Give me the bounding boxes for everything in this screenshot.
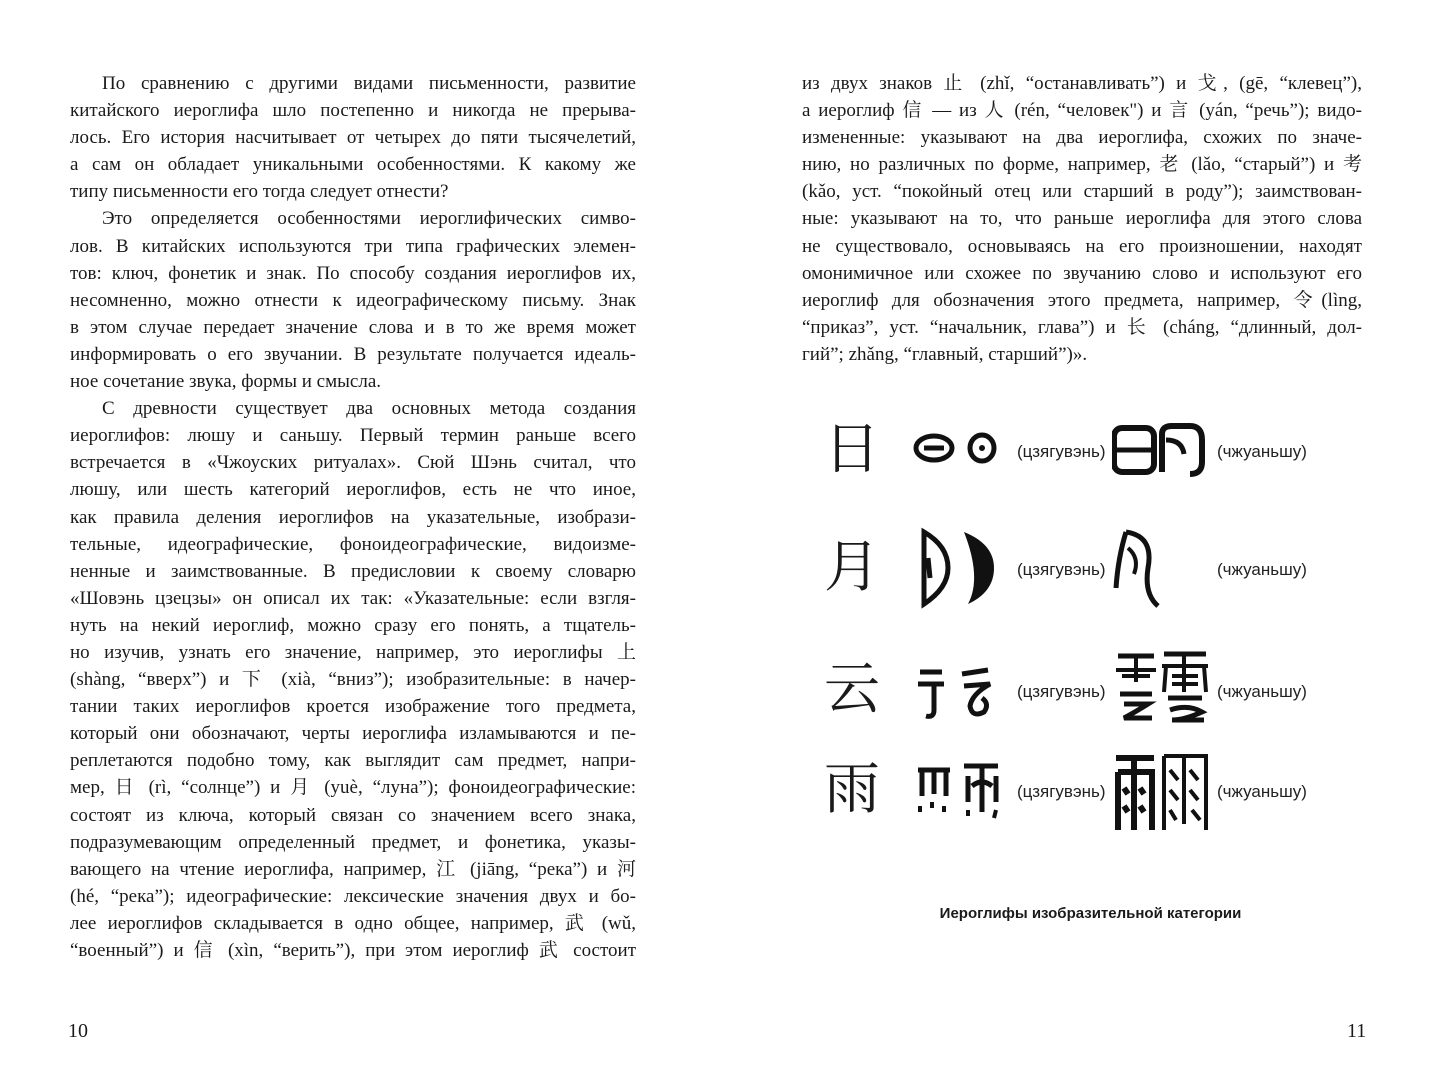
- seal-script-moon-glyph: [1112, 518, 1172, 618]
- seal-script-label: (чжуаньшу): [1217, 682, 1307, 701]
- glyph-row-moon: [817, 518, 1377, 628]
- glyph-row-rain: [817, 740, 1377, 850]
- seal-script-label: (чжуаньшу): [1217, 560, 1307, 579]
- seal-script-label: (чжуаньшу): [1217, 782, 1307, 801]
- text-line: реплетаются подобно тому, как выглядит сам предмет, напри-: [70, 750, 636, 772]
- text-line: информировать о его звучании. В результате получается идеаль-: [70, 343, 636, 365]
- text-line: тании таких иероглифов кроется изображение того предмета,: [70, 696, 636, 718]
- text-line: люшу, или шесть категорий иероглифов, есть не что иное,: [70, 479, 636, 501]
- text-line: состоят из ключа, который связан со значением всего знака,: [70, 804, 636, 826]
- oracle-bone-label: (цзягувэнь): [1017, 442, 1106, 461]
- oracle-bone-rain-glyph: [912, 740, 1012, 840]
- seal-script-rain-glyph: [1112, 740, 1212, 840]
- text-line: типу письменности его тогда следует отнести?: [70, 181, 449, 203]
- text-line: (hé, “река”); идеографические: лексические значения двух и бо-: [70, 885, 636, 907]
- text-line: подразумевающим определенный предмет, и фонетика, указы-: [70, 831, 636, 853]
- text-line: несомненно, можно отнести к идеографическому письму. Знак: [70, 289, 636, 311]
- oracle-bone-cloud-glyph: [912, 640, 1012, 740]
- text-line: омонимичное или схожее по звучанию слово и используют его: [802, 262, 1362, 284]
- text-line: “приказ”, уст. “начальник, глава”) и 长 (cháng, “длинный, дол-: [802, 316, 1362, 338]
- modern-glyph: 雨: [824, 757, 880, 822]
- glyph-row-sun: [817, 400, 1377, 510]
- page-number-left: 10: [68, 1020, 88, 1042]
- text-line: С древности существует два основных метода создания: [102, 398, 636, 420]
- text-line: ные: указывают на то, что раньше иероглифа для этого слова: [802, 208, 1362, 230]
- left-body-text: [70, 70, 636, 964]
- page-number-right: 11: [1347, 1020, 1367, 1042]
- figure-caption: Иероглифы изобразительной категории: [939, 905, 1242, 922]
- text-line: «Шовэнь цзецзы» он описал их так: «Указательные: если взгля-: [70, 587, 636, 609]
- seal-script-sun-glyph: [1112, 400, 1212, 500]
- text-line: как правила деления иероглифов на указательные, изобрази-: [70, 506, 636, 528]
- modern-glyph: 日: [824, 417, 880, 482]
- seal-script-cloud-glyph: [1112, 640, 1212, 740]
- text-line: Это определяется особенностями иероглифических симво-: [102, 208, 636, 230]
- oracle-bone-label: (цзягувэнь): [1017, 782, 1106, 801]
- text-line: иероглифов: люшу и саньшу. Первый термин раньше всего: [70, 425, 636, 447]
- text-line: ное сочетание звука, формы и смысла.: [70, 371, 382, 393]
- text-line: нию, но различных по форме, например, 老 (lǎo, “старый”) и 考: [802, 154, 1362, 176]
- oracle-bone-sun-glyph: [912, 400, 1012, 500]
- oracle-bone-label: (цзягувэнь): [1017, 560, 1106, 579]
- text-line: встречается в «Чжоуских ритуалах». Сюй Шэнь считал, что: [70, 452, 636, 474]
- text-line: (kǎo, уст. “покойный отец или старший в роду”); заимствован-: [802, 181, 1362, 203]
- seal-script-label: (чжуаньшу): [1217, 442, 1307, 461]
- text-line: но изучив, узнать его значение, например, это иероглифы 上: [70, 641, 636, 663]
- text-line: не существовало, основываясь на его произношении, находят: [802, 235, 1362, 257]
- modern-glyph: 云: [824, 657, 880, 722]
- text-line: мер, 日 (rì, “солнце”) и 月 (yuè, “луна”); фоноидеографические:: [70, 777, 636, 799]
- text-line: По сравнению с другими видами письменности, развитие: [102, 73, 636, 94]
- text-line: в этом случае передает значение слова и в то же время может: [70, 316, 636, 338]
- text-line: из двух знаков 止 (zhǐ, “останавливать”) и 戈, (gē, “клевец”),: [802, 73, 1362, 94]
- text-line: лов. В китайских используются три типа графических элемен-: [70, 235, 636, 257]
- text-line: тельные, идеографические, фоноидеографические, видоизме-: [70, 533, 636, 555]
- text-line: а иероглиф 信 — из 人 (rén, “человек") и 言 (yán, “речь”); видо-: [802, 100, 1362, 122]
- glyph-row-cloud: [817, 640, 1377, 750]
- text-line: лее иероглифов складывается в одно общее, например, 武 (wǔ,: [70, 912, 636, 934]
- oracle-bone-label: (цзягувэнь): [1017, 682, 1106, 701]
- text-line: измененные: указывают на два иероглифа, схожих по значе-: [802, 127, 1362, 149]
- text-line: а сам он обладает уникальными особенностями. К какому же: [70, 154, 636, 176]
- glyph-evolution-figure: [817, 400, 1377, 860]
- text-line: лось. Его история насчитывает от четырех до пяти тысячелетий,: [70, 127, 636, 149]
- text-line: вающего на чтение иероглифа, например, 江 (jiāng, “река”) и 河: [70, 858, 636, 880]
- text-line: “военный”) и 信 (xìn, “верить”), при этом иероглиф 武 состоит: [70, 940, 636, 961]
- text-line: (shàng, “вверх”) и 下 (xià, “вниз”); изобразительные: в начер-: [70, 669, 636, 691]
- text-line: ненные и заимствованные. В предисловии к своему словарю: [70, 560, 636, 582]
- oracle-bone-moon-glyph: [912, 518, 1012, 618]
- text-line: который они обозначают, черты иероглифа изламываются и пе-: [70, 723, 636, 745]
- right-page: [727, 0, 1454, 1080]
- right-body-text: [802, 70, 1362, 368]
- text-line: иероглиф для обозначения этого предмета, например, 令(lìng,: [802, 289, 1362, 311]
- modern-glyph: 月: [824, 535, 880, 600]
- text-line: нуть на некий иероглиф, можно сразу его понять, а тщатель-: [70, 614, 636, 636]
- text-line: китайского иероглифа шло постепенно и никогда не прерыва-: [70, 100, 636, 122]
- text-line: тов: ключ, фонетик и знак. По способу создания иероглифов их,: [70, 262, 636, 284]
- text-line: гий”; zhǎng, “главный, старший”)».: [802, 343, 1088, 365]
